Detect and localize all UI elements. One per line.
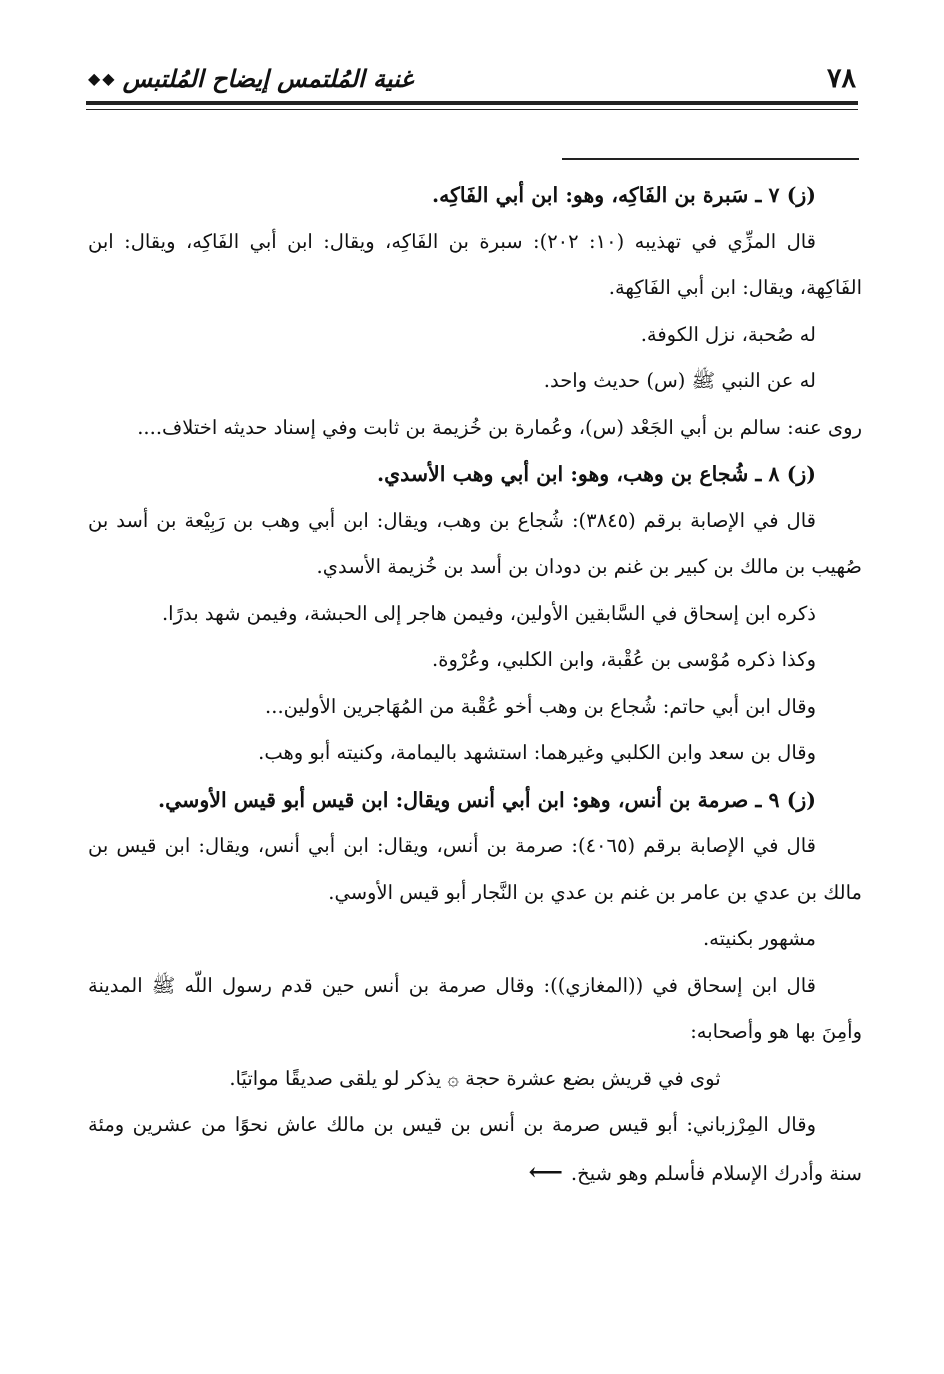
paragraph: قال المزِّي في تهذيبه (١٠: ٢٠٢): سبرة بن الفَاكِه، ويقال: ابن أبي الفَاكِه، ويقال: ابن الفَاكِهة، ويقال: ابن أبي الفَاكِهة.	[88, 229, 862, 299]
paragraph: قال في الإصابة برقم (٤٠٦٥): صرمة بن أنس، ويقال: ابن أبي أنس، ويقال: ابن قيس بن مالك بن عدي بن عامر بن غنم بن عدي بن النَّجار أبو قيس الأوسي.	[88, 834, 862, 904]
paragraph: ذكره ابن إسحاق في السَّابقين الأولين، وفيمن هاجر إلى الحبشة، وفيمن شهد بدرًا.	[161, 601, 816, 625]
continue-arrow-icon: ⟵	[528, 1156, 563, 1186]
page-number: ٧٨	[826, 62, 856, 94]
paragraph: روى عنه: سالم بن أبي الجَعْد (س)، وعُمارة بن خُزيمة بن ثابت وفي إسناد حديثه اختلاف....	[137, 415, 862, 439]
diamond-ornament-icon: ◆◆	[88, 68, 117, 88]
paragraph: وقال بن سعد وابن الكلبي وغيرهما: استشهد باليمامة، وكنيته أبو وهب.	[258, 741, 816, 764]
paragraph: قال ابن إسحاق في ((المغازي)): وقال صرمة بن أنس حين قدم رسول اللّه ﷺ المدينة وأمِنَ بها هو وأصحابه:	[88, 973, 862, 1043]
page-body	[88, 172, 862, 1197]
paragraph: مشهور بكنيته.	[702, 927, 816, 950]
paragraph: قال في الإصابة برقم (٣٨٤٥): شُجاع بن وهب، ويقال: ابن أبي وهب بن رَبِيْعة بن أسد بن صُهيب بن مالك بن كبير بن غنم بن دودان بن أسد بن خُزيمة الأسدي.	[88, 508, 862, 578]
header-rule-thin	[86, 109, 858, 110]
running-title: غنية المُلتمس إيضاح المُلتبس	[122, 63, 413, 93]
entry-heading-9: (ز) ٩ ـ صرمة بن أنس، وهو: ابن أبي أنس ويقال: ابن قيس أبو قيس الأوسي.	[157, 787, 816, 812]
header-rule-thick	[86, 101, 858, 105]
paragraph: له عن النبي ﷺ (س) حديث واحد.	[543, 369, 816, 392]
entry-heading-7: (ز) ٧ ـ سَبرة بن الفَاكِه، وهو: ابن أبي الفَاكِه.	[431, 183, 816, 207]
paragraph: وقال ابن أبي حاتم: شُجاع بن وهب أخو عُقْبة من المُهَاجرين الأولين...	[265, 694, 816, 718]
entry-heading-8: (ز) ٨ ـ شُجاع بن وهب، وهو: ابن أبي وهب الأسدي.	[376, 462, 816, 486]
page-header	[88, 58, 856, 98]
paragraph-last	[88, 1102, 862, 1197]
paragraph: له صُحبة، نزل الكوفة.	[640, 322, 816, 346]
running-title-wrap	[88, 64, 413, 93]
poetry-verse: ثوى في قريش بضع عشرة حجة ۞ يذكر لو يلقى صديقًا مواتيًا.	[229, 1066, 721, 1090]
paragraph: وكذا ذكره مُوْسى بن عُقْبة، وابن الكلبي، وعُرْوة.	[432, 648, 816, 671]
section-rule	[562, 158, 859, 160]
paragraph-text: وقال المِرْزباني: أبو قيس صرمة بن أنس بن قيس بن مالك عاش نحوًا من عشرين ومئة سنة وأدرك الإسلام فأسلم وهو شيخ.	[88, 1113, 862, 1185]
